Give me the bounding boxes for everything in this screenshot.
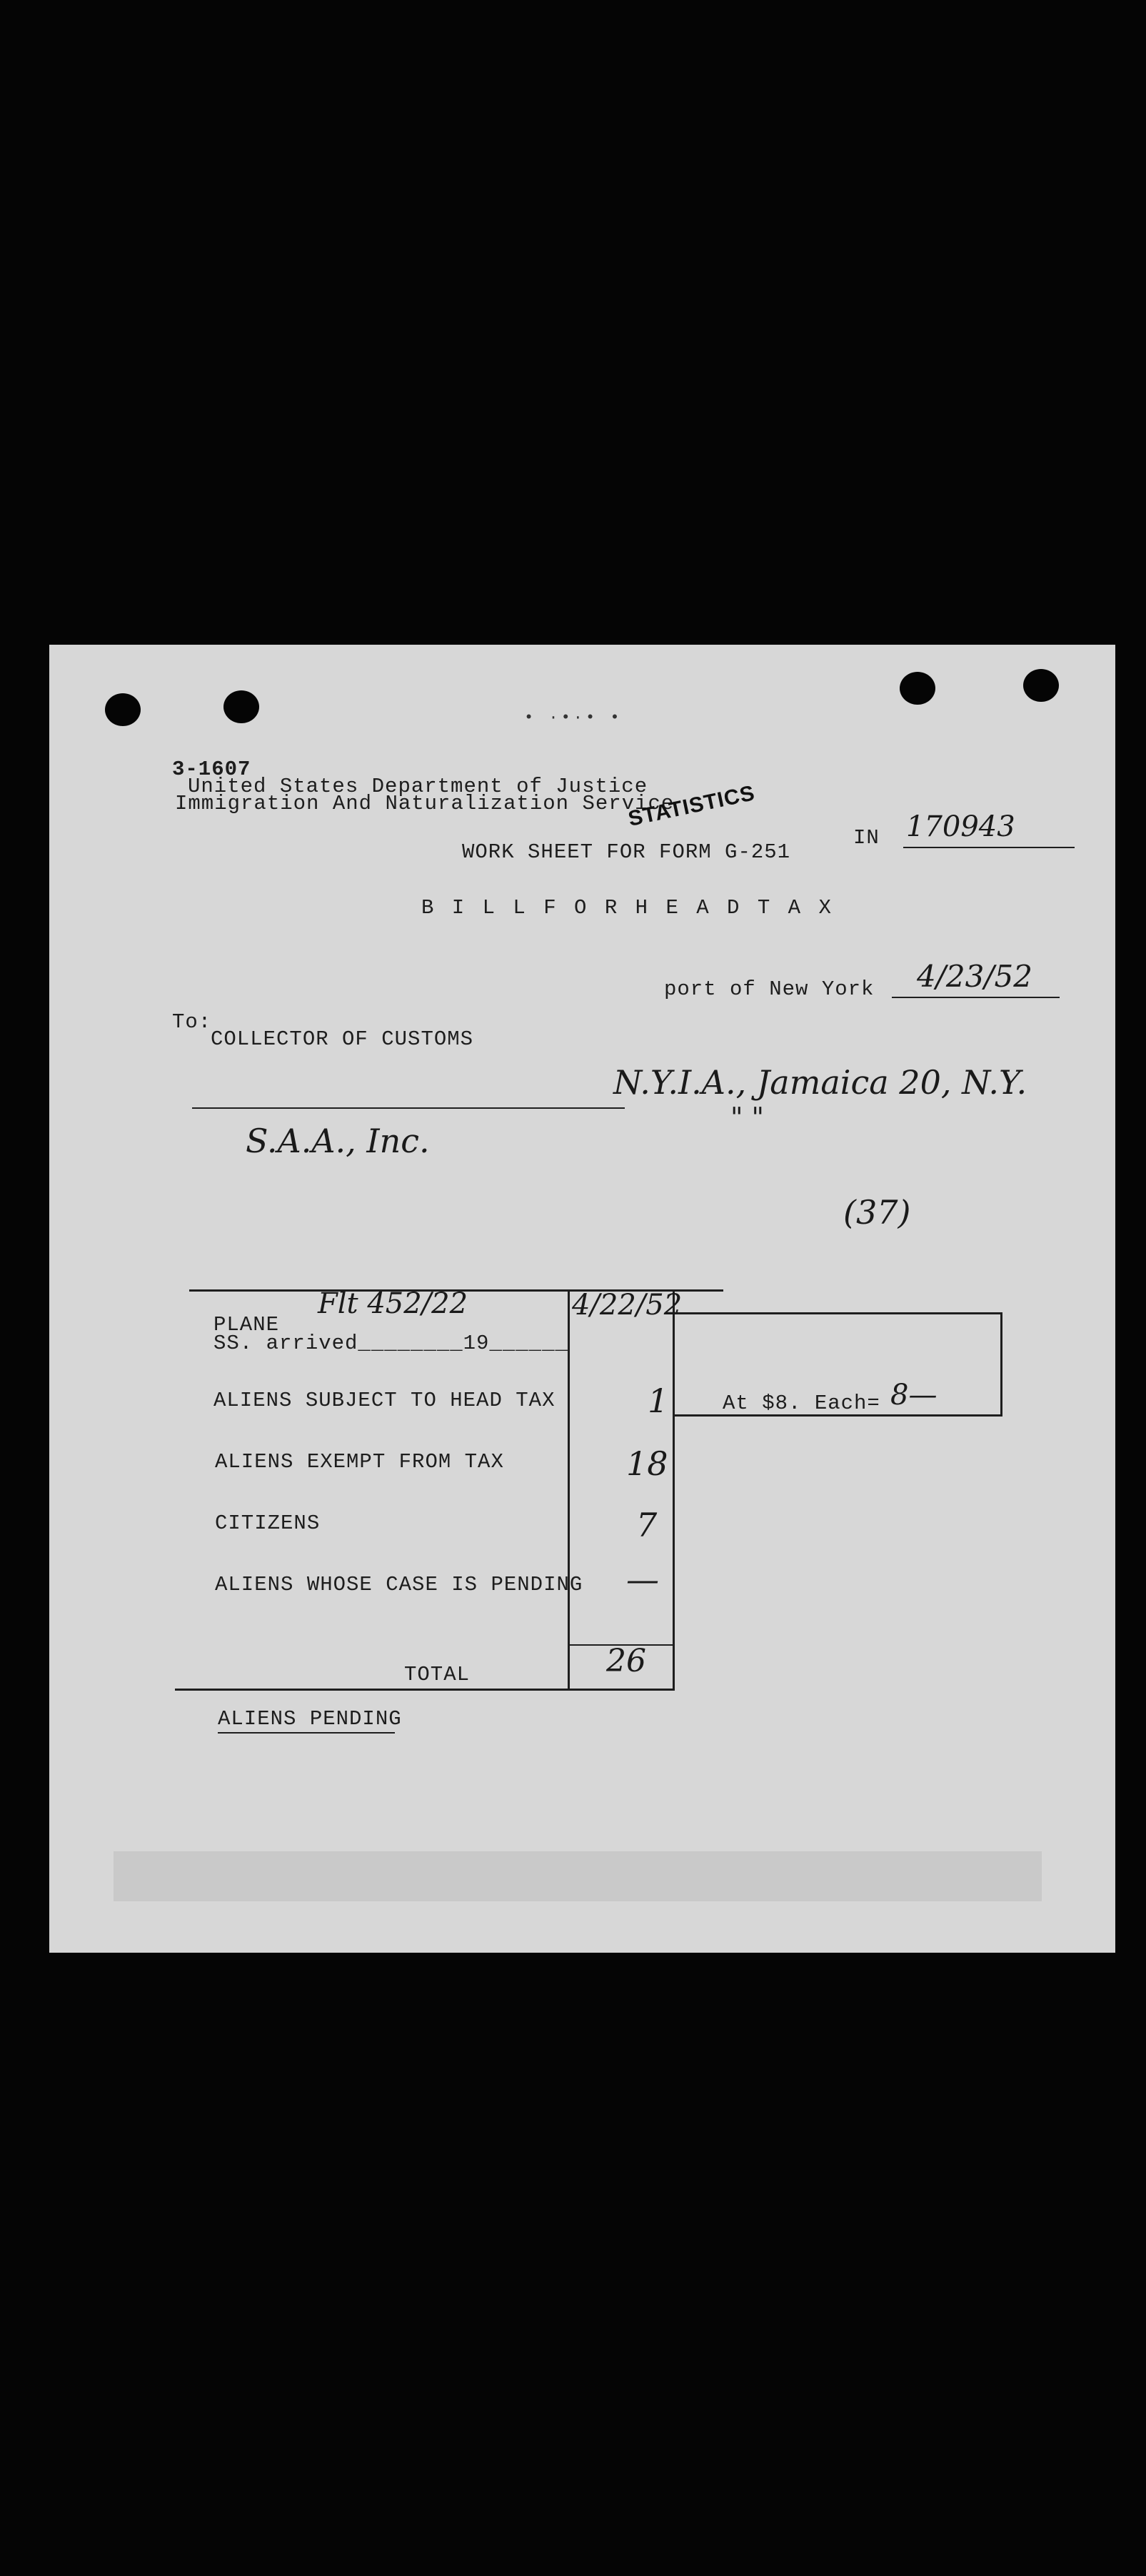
document-page	[49, 645, 1115, 1953]
row-label-citizens: CITIZENS	[215, 1511, 321, 1535]
ss-arrived-label: SS. arrived________19______	[213, 1332, 568, 1355]
punch-hole	[1023, 669, 1059, 702]
batch-number: (37)	[843, 1193, 911, 1232]
form-number: 3-1607	[172, 758, 251, 781]
punch-hole	[105, 693, 141, 726]
service-name: Immigration And Naturalization Service	[175, 792, 675, 815]
punch-hole	[900, 672, 935, 705]
address-handwritten: N.Y.I.A., Jamaica 20, N.Y.	[613, 1063, 1027, 1102]
ditto-marks: " "	[730, 1102, 765, 1133]
row-value-citizens: 7	[636, 1506, 658, 1544]
in-number: 170943	[906, 810, 1015, 843]
to-value: COLLECTOR OF CUSTOMS	[211, 1027, 474, 1051]
row-label-subject: ALIENS SUBJECT TO HEAD TAX	[213, 1389, 556, 1412]
department-name: United States Department of Justice	[188, 775, 648, 798]
rate-value: 8—	[890, 1379, 938, 1412]
table-bottom-rule	[175, 1689, 675, 1691]
in-number-underline	[903, 847, 1075, 848]
port-date-underline	[892, 997, 1060, 998]
address-line	[192, 1107, 625, 1109]
row-value-subject: 1	[648, 1382, 669, 1420]
arrival-date: 4/22/52	[572, 1289, 683, 1322]
bill-title: B I L L F O R H E A D T A X	[421, 896, 834, 920]
row-value-pending: —	[626, 1560, 659, 1599]
total-value: 26	[606, 1643, 646, 1679]
to-label: To:	[172, 1010, 212, 1034]
port-date: 4/23/52	[917, 959, 1032, 994]
total-label: TOTAL	[404, 1663, 471, 1686]
worksheet-title: WORK SHEET FOR FORM G-251	[462, 840, 791, 864]
plane-label: PLANE	[213, 1313, 280, 1337]
row-label-exempt: ALIENS EXEMPT FROM TAX	[215, 1450, 504, 1474]
smudge-mark: • ·•·• •	[524, 709, 623, 727]
rate-label: At $8. Each=	[723, 1392, 880, 1415]
aliens-pending-label: ALIENS PENDING	[218, 1707, 402, 1731]
faded-bleed-through	[114, 1851, 1042, 1901]
in-label: IN	[853, 826, 880, 850]
plane-value: Flt 452/22	[318, 1287, 468, 1320]
row-value-exempt: 18	[626, 1444, 668, 1483]
row-label-pending: ALIENS WHOSE CASE IS PENDING	[215, 1573, 583, 1596]
statistics-stamp: STATISTICS	[625, 781, 758, 832]
port-label: port of New York	[664, 977, 875, 1001]
aliens-pending-underline	[218, 1732, 395, 1734]
company-handwritten: S.A.A., Inc.	[246, 1122, 430, 1160]
punch-hole	[223, 690, 259, 723]
